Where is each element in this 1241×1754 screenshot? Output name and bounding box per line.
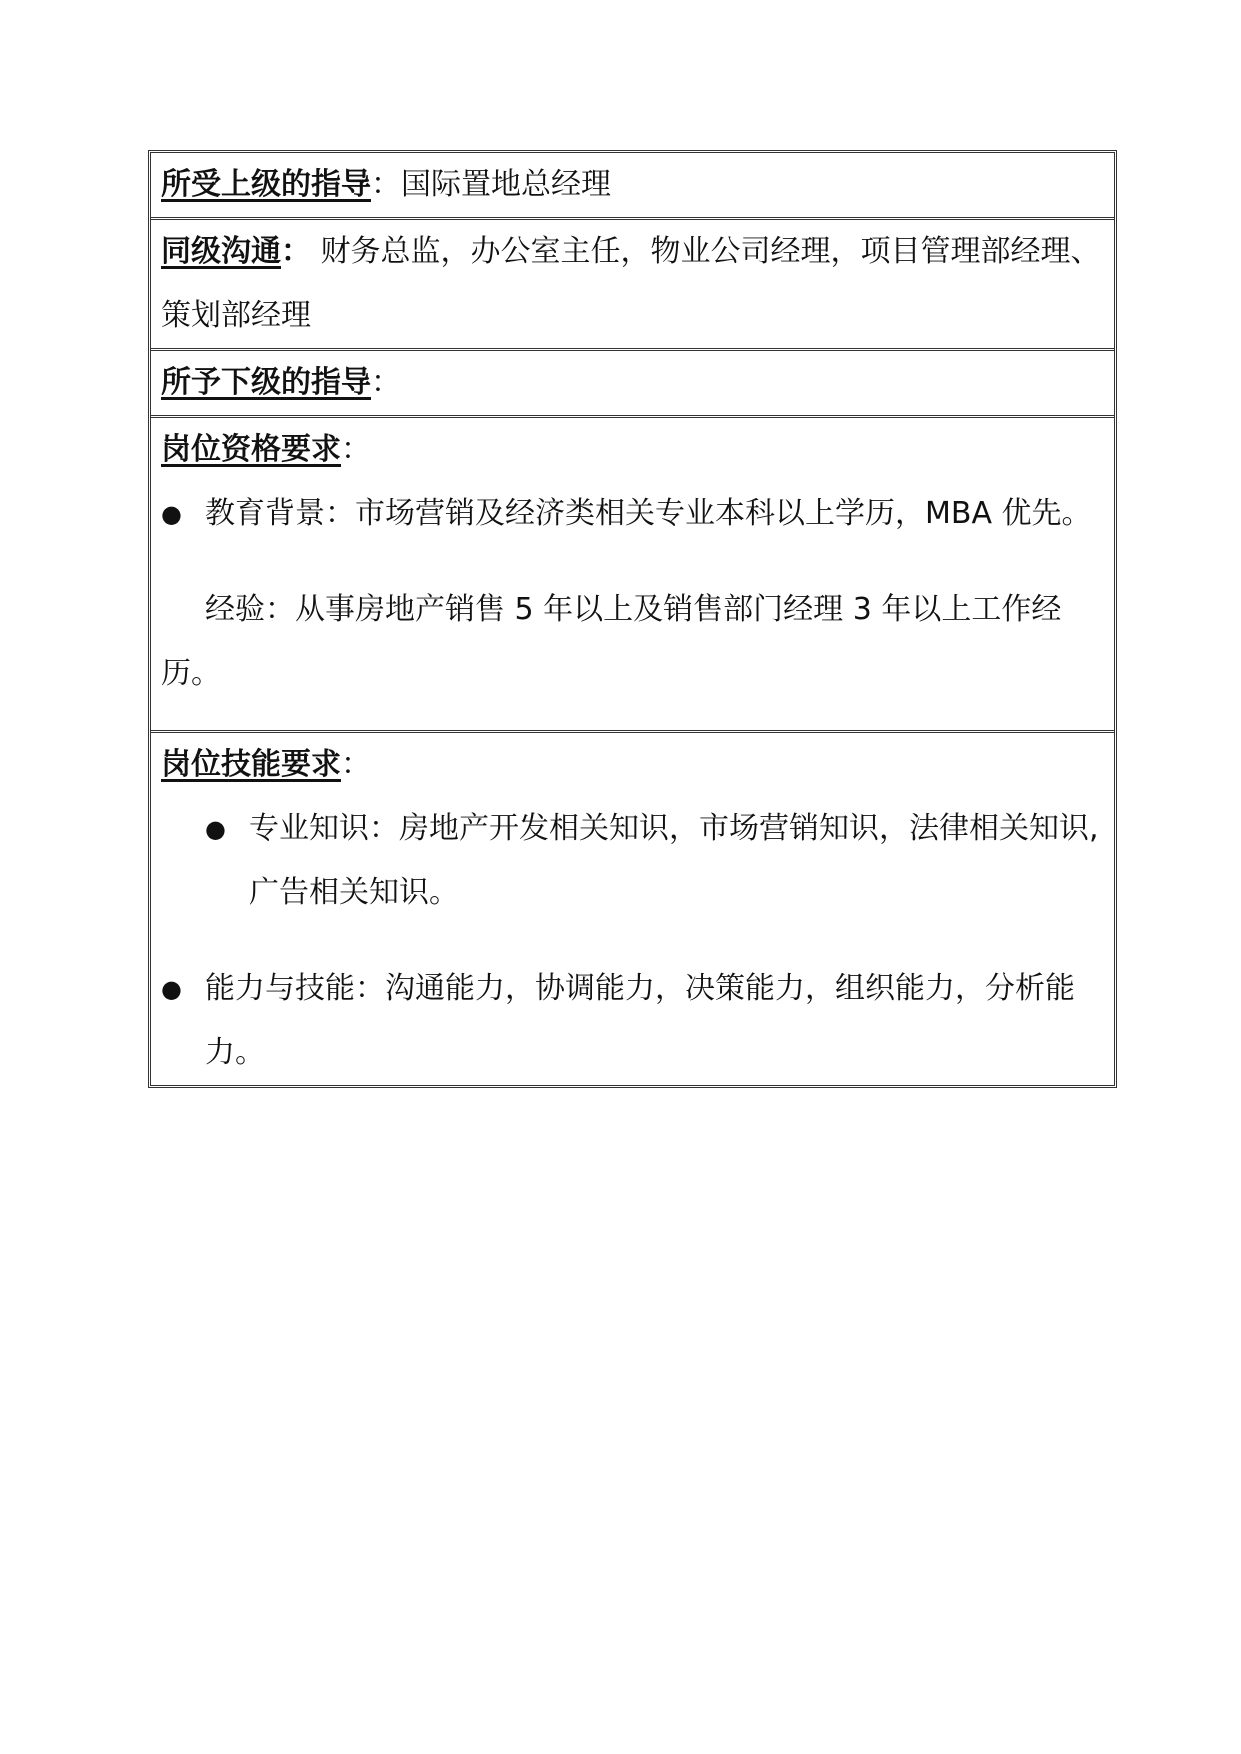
qualification-heading xyxy=(161,418,1104,482)
qualification-label: 岗位资格要求 xyxy=(161,432,341,467)
superior-value: 国际置地总经理 xyxy=(401,167,611,202)
knowledge-text: 专业知识：房地产开发相关知识，市场营销知识，法律相关知识,广告相关知识。 xyxy=(249,811,1099,910)
peer-row xyxy=(151,220,1114,351)
ability-item xyxy=(161,957,1104,1085)
skills-label: 岗位技能要求 xyxy=(161,747,341,782)
ability-text: 能力与技能：沟通能力，协调能力，决策能力，组织能力，分析能力。 xyxy=(205,971,1075,1070)
peer-separator: ： xyxy=(281,234,311,269)
superior-label: 所受上级的指导 xyxy=(161,167,371,202)
bullet-icon: ● xyxy=(205,815,226,843)
knowledge-item xyxy=(161,797,1104,925)
subordinate-label: 所予下级的指导 xyxy=(161,365,371,400)
skills-row xyxy=(151,733,1114,1085)
superior-separator: ： xyxy=(371,167,401,202)
education-text: 教育背景：市场营销及经济类相关专业本科以上学历，MBA 优先。 xyxy=(205,496,1092,531)
subordinate-separator: ： xyxy=(371,365,401,400)
subordinate-row xyxy=(151,351,1114,418)
skills-heading xyxy=(161,733,1104,797)
bullet-icon: ● xyxy=(161,500,182,528)
experience-text: 经验：从事房地产销售 5 年以上及销售部门经理 3 年以上工作经历。 xyxy=(161,592,1062,691)
peer-label: 同级沟通 xyxy=(161,234,281,269)
peer-value: 财务总监，办公室主任，物业公司经理，项目管理部经理、策划部经理 xyxy=(161,234,1101,333)
experience-paragraph xyxy=(161,578,1104,706)
bullet-icon: ● xyxy=(161,975,182,1003)
job-description-table xyxy=(148,150,1117,1088)
superior-row xyxy=(151,153,1114,220)
qualification-separator: ： xyxy=(341,432,371,467)
skills-separator: ： xyxy=(341,747,371,782)
qualification-row xyxy=(151,418,1114,733)
education-item xyxy=(161,482,1104,546)
